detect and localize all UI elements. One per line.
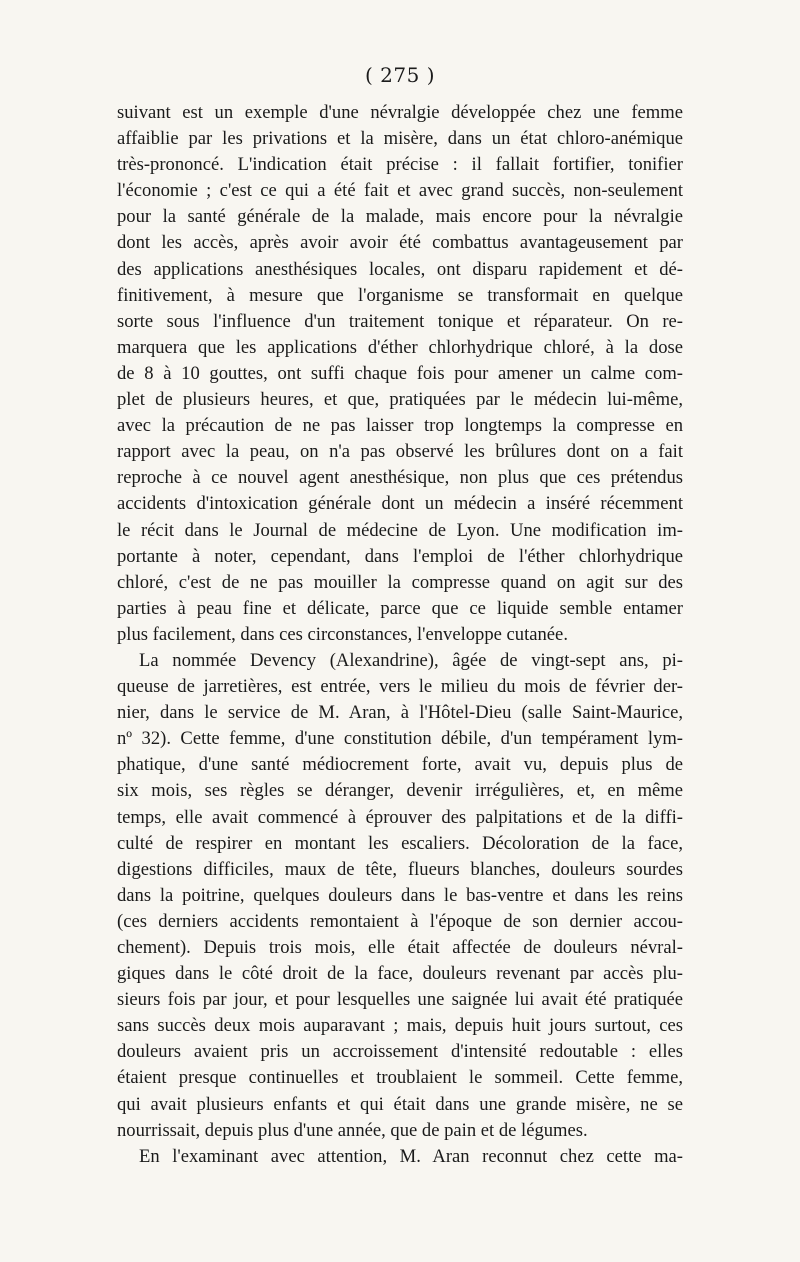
text-line: La nommée Devency (Alexandrine), âgée de vingt-sept ans, pi- xyxy=(139,649,683,671)
text-line: qui avait plusieurs enfants et qui était dans une grande misère, ne se xyxy=(117,1093,683,1115)
text-line: des applications anesthésiques locales, ont disparu rapidement et dé- xyxy=(117,258,683,280)
text-line: très-prononcé. L'indication était précise : il fallait fortifier, tonifier xyxy=(117,154,683,176)
text-line: étaient presque continuelles et troublaient le sommeil. Cette femme, xyxy=(117,1067,683,1089)
text-line: portante à noter, cependant, dans l'emploi de l'éther chlorhydrique xyxy=(117,545,683,567)
text-line: sorte sous l'influence d'un traitement tonique et réparateur. On re- xyxy=(117,310,683,332)
text-line: marquera que les applications d'éther chlorhydrique chloré, à la dose xyxy=(117,336,683,358)
text-line: sans succès deux mois auparavant ; mais, depuis huit jours surtout, ces xyxy=(117,1015,683,1037)
text-line: nº 32). Cette femme, d'une constitution débile, d'un tempérament lym- xyxy=(117,728,683,750)
text-line: dont les accès, après avoir avoir été combattus avantageusement par xyxy=(117,232,683,254)
text-line: pour la santé générale de la malade, mais encore pour la névralgie xyxy=(117,206,683,228)
text-line: l'économie ; c'est ce qui a été fait et avec grand succès, non-seulement xyxy=(117,180,683,202)
text-line: six mois, ses règles se déranger, devenir irrégulières, et, en même xyxy=(117,780,683,802)
text-line: culté de respirer en montant les escaliers. Décoloration de la face, xyxy=(117,832,683,854)
text-line: sieurs fois par jour, et pour lesquelles une saignée lui avait été pratiquée xyxy=(117,989,683,1011)
text-line: dans la poitrine, quelques douleurs dans le bas-ventre et dans les reins xyxy=(117,884,683,906)
text-line: digestions difficiles, maux de tête, flueurs blanches, douleurs sourdes xyxy=(117,858,683,880)
text-line: nier, dans le service de M. Aran, à l'Hôtel-Dieu (salle Saint-Maurice, xyxy=(117,702,683,724)
text-line: phatique, d'une santé médiocrement forte, avait vu, depuis plus de xyxy=(117,754,683,776)
text-line: (ces derniers accidents remontaient à l'époque de son dernier accou- xyxy=(117,910,683,932)
text-line: reproche à ce nouvel agent anesthésique, non plus que ces prétendus xyxy=(117,467,683,489)
text-line: de 8 à 10 gouttes, ont suffi chaque fois pour amener un calme com- xyxy=(117,362,683,384)
text-line: accidents d'intoxication générale dont un médecin a inséré récemment xyxy=(117,493,683,515)
text-line: suivant est un exemple d'une névralgie développée chez une femme xyxy=(117,102,683,123)
text-line: chement). Depuis trois mois, elle était affectée de douleurs névral- xyxy=(117,937,683,958)
text-line: parties à peau fine et délicate, parce que ce liquide semble entamer xyxy=(117,597,683,619)
text-line: temps, elle avait commencé à éprouver des palpitations et de la diffi- xyxy=(117,806,683,828)
text-line: queuse de jarretières, est entrée, vers le milieu du mois de février der- xyxy=(117,676,683,698)
text-line: rapport avec la peau, on n'a pas observé les brûlures dont on a fait xyxy=(117,441,683,463)
text-line: plus facilement, dans ces circonstances, l'enveloppe cutanée. xyxy=(117,623,568,645)
text-line: plet de plusieurs heures, et que, pratiquées par le médecin lui-même, xyxy=(117,389,683,411)
text-line: nourrissait, depuis plus d'une année, que de pain et de légumes. xyxy=(117,1119,588,1141)
text-line: giques dans le côté droit de la face, douleurs revenant par accès plu- xyxy=(117,963,683,985)
text-line: douleurs avaient pris un accroissement d'intensité redoutable : elles xyxy=(117,1041,683,1063)
text-line: le récit dans le Journal de médecine de Lyon. Une modification im- xyxy=(117,519,683,541)
text-line: affaiblie par les privations et la misère, dans un état chloro-anémique xyxy=(117,128,683,150)
text-line: chloré, c'est de ne pas mouiller la compresse quand on agit sur des xyxy=(117,571,683,593)
text-line: avec la précaution de ne pas laisser trop longtemps la compresse en xyxy=(117,415,683,437)
body-text xyxy=(117,100,683,1170)
text-line: finitivement, à mesure que l'organisme se transformait en quelque xyxy=(117,284,683,306)
page-number: ( 275 ) xyxy=(365,63,435,87)
text-line: En l'examinant avec attention, M. Aran reconnut chez cette ma- xyxy=(139,1145,683,1167)
